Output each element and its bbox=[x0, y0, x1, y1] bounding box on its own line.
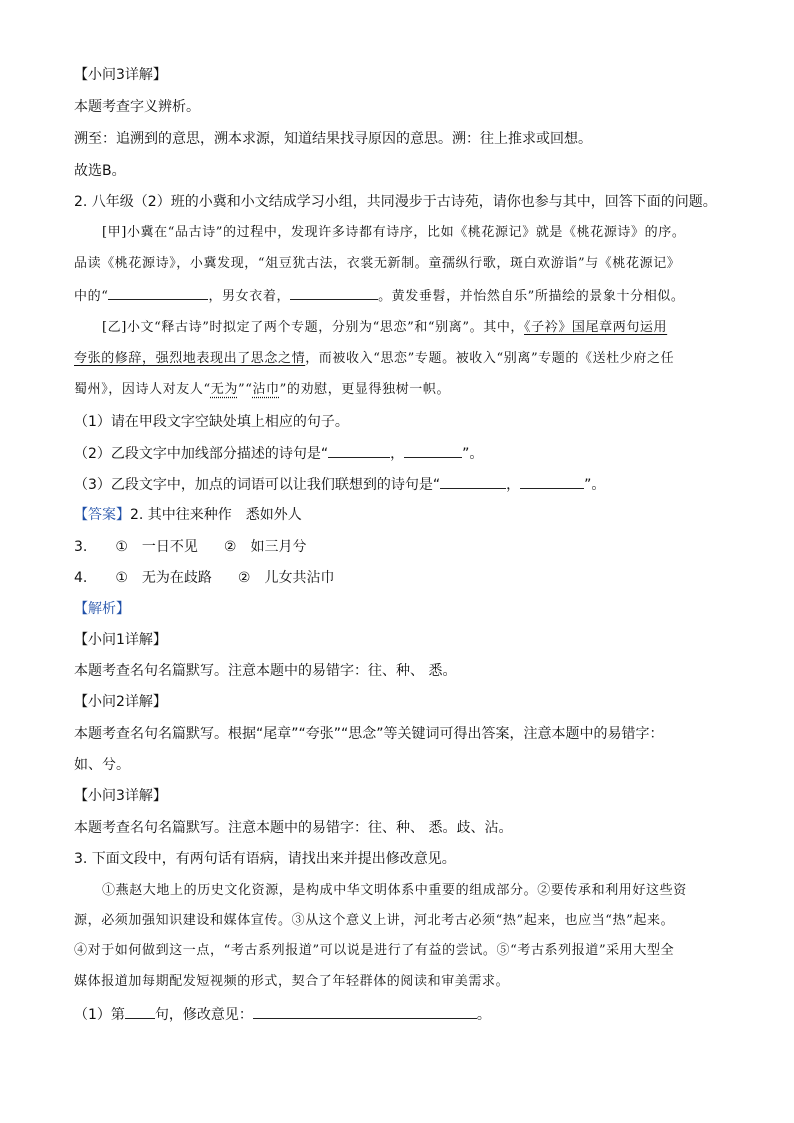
fill-blank[interactable] bbox=[253, 1004, 477, 1019]
text-fragment: ”“ bbox=[237, 382, 253, 397]
analysis-text: 如、兮。 bbox=[74, 757, 130, 773]
text-fragment: 中的“ bbox=[74, 289, 109, 304]
fill-blank[interactable] bbox=[404, 443, 462, 458]
dotted-word: 沾巾 bbox=[252, 382, 280, 397]
text-fragment: 蜀州》，因诗人对友人“ bbox=[74, 382, 211, 397]
text-fragment: ， bbox=[390, 446, 405, 462]
underlined-text: 《子衿》国尾章两句运用 bbox=[524, 320, 668, 335]
fill-blank[interactable] bbox=[328, 443, 390, 458]
fill-blank[interactable] bbox=[440, 474, 506, 489]
answer-text: ② 如三月兮 bbox=[223, 539, 307, 555]
sub-question-1 bbox=[74, 1004, 491, 1025]
underlined-text: 夸张的修辞，强烈地表现出了思念之情 bbox=[74, 351, 306, 366]
topic-line: 本题考查字义辨析。 bbox=[74, 99, 200, 115]
text-fragment: （2）乙段文字中加线部分描述的诗句是“ bbox=[74, 446, 329, 462]
passage-yi-line bbox=[74, 349, 674, 369]
analysis-text: 本题考查名句名篇默写。注意本题中的易错字：往、种、 悉。 bbox=[74, 663, 457, 679]
sub-heading-1: 【小问1详解】 bbox=[74, 632, 167, 648]
answer-line bbox=[74, 505, 302, 525]
answer-text: ① 一日不见 bbox=[115, 539, 198, 555]
answer-label: 【答案】 bbox=[74, 507, 130, 523]
fill-blank[interactable] bbox=[125, 1004, 155, 1019]
text-fragment: [乙]小文“释古诗”时拟定了两个专题，分别为“思恋”和“别离”。其中， bbox=[102, 320, 525, 335]
question-stem: 2. 八年级（2）班的小冀和小文结成学习小组，共同漫步于古诗苑，请你也参与其中，回答下面的问题。 bbox=[74, 194, 717, 210]
text-fragment: ， bbox=[506, 477, 521, 493]
question-stem: 3. 下面文段中，有两句话有语病，请找出来并提出修改意见。 bbox=[74, 851, 456, 867]
text-fragment: （3）乙段文字中，加点的词语可以让我们联想到的诗句是“ bbox=[74, 477, 441, 493]
text-fragment: ”的劝慰，更显得独树一帜。 bbox=[279, 382, 451, 397]
text-fragment: ，男女衣着， bbox=[208, 289, 291, 304]
text-fragment: ”。 bbox=[584, 477, 606, 493]
answer-text: ② 儿女共沾巾 bbox=[237, 570, 335, 586]
passage-yi-line bbox=[102, 318, 667, 338]
sub-question-3 bbox=[74, 474, 605, 495]
answer-text: ① 无为在歧路 bbox=[115, 570, 212, 586]
text-fragment: ，而被收入“思恋”专题。被收入“别离”专题的《送杜少府之任 bbox=[305, 351, 675, 366]
definition-line: 溯至：追溯到的意思，溯本求源，知道结果找寻原因的意思。溯：往上推求或回想。 bbox=[74, 131, 592, 147]
text-fragment: 句，修改意见： bbox=[154, 1007, 253, 1023]
choice-line: 故选B。 bbox=[74, 163, 126, 179]
passage-line: ①燕赵大地上的历史文化资源，是构成中华文明体系中重要的组成部分。②要传承和利用好这些资 bbox=[102, 883, 687, 898]
sub-heading-3: 【小问3详解】 bbox=[74, 67, 167, 83]
fill-blank[interactable] bbox=[290, 285, 378, 300]
fill-blank[interactable] bbox=[520, 474, 584, 489]
answer-text: 2. 其中往来种作 悉如外人 bbox=[130, 507, 302, 523]
answer-line bbox=[74, 568, 334, 588]
answer-number: 4. bbox=[74, 570, 88, 586]
text-fragment: 。 bbox=[476, 1007, 491, 1023]
passage-yi-line bbox=[74, 380, 450, 400]
analysis-text: 本题考查名句名篇默写。根据“尾章”“夸张”“思念”等关键词可得出答案，注意本题中的易错字： bbox=[74, 726, 664, 742]
answer-line bbox=[74, 537, 306, 557]
text-fragment: ”。 bbox=[462, 446, 484, 462]
analysis-text: 本题考查名句名篇默写。注意本题中的易错字：往、种、 悉。歧、沾。 bbox=[74, 820, 513, 836]
sub-question-2 bbox=[74, 443, 483, 464]
passage-line: ④对于如何做到这一点，“考古系列报道”可以说是进行了有益的尝试。⑤“考古系列报道”采用大型全 bbox=[74, 943, 675, 958]
analysis-label: 【解析】 bbox=[74, 601, 130, 617]
passage-jia-fill-line bbox=[74, 285, 685, 307]
sub-question-1: （1）请在甲段文字空缺处填上相应的句子。 bbox=[74, 414, 349, 430]
passage-line: 源，必须加强知识建设和媒体宣传。③从这个意义上讲，河北考古必须“热”起来，也应当“热”起来。 bbox=[74, 913, 675, 928]
passage-jia-line: 品读《桃花源诗》，小冀发现，“俎豆犹古法，衣裳无新制。童孺纵行歌，斑白欢游诣”与《桃花源记》 bbox=[74, 256, 681, 271]
sub-heading-3: 【小问3详解】 bbox=[74, 788, 167, 804]
text-fragment: 。黄发垂髫，并怡然自乐”所描绘的景象十分相似。 bbox=[378, 289, 685, 304]
passage-jia-line: [甲]小冀在“品古诗”的过程中，发现许多诗都有诗序，比如《桃花源记》就是《桃花源诗》的序。 bbox=[102, 225, 686, 240]
dotted-word: 无为 bbox=[210, 382, 238, 397]
fill-blank[interactable] bbox=[108, 285, 208, 300]
text-fragment: （1）第 bbox=[74, 1007, 125, 1023]
answer-number: 3. bbox=[74, 539, 88, 555]
sub-heading-2: 【小问2详解】 bbox=[74, 694, 167, 710]
passage-line: 媒体报道加每期配发短视频的形式，契合了年轻群体的阅读和审美需求。 bbox=[74, 974, 510, 989]
